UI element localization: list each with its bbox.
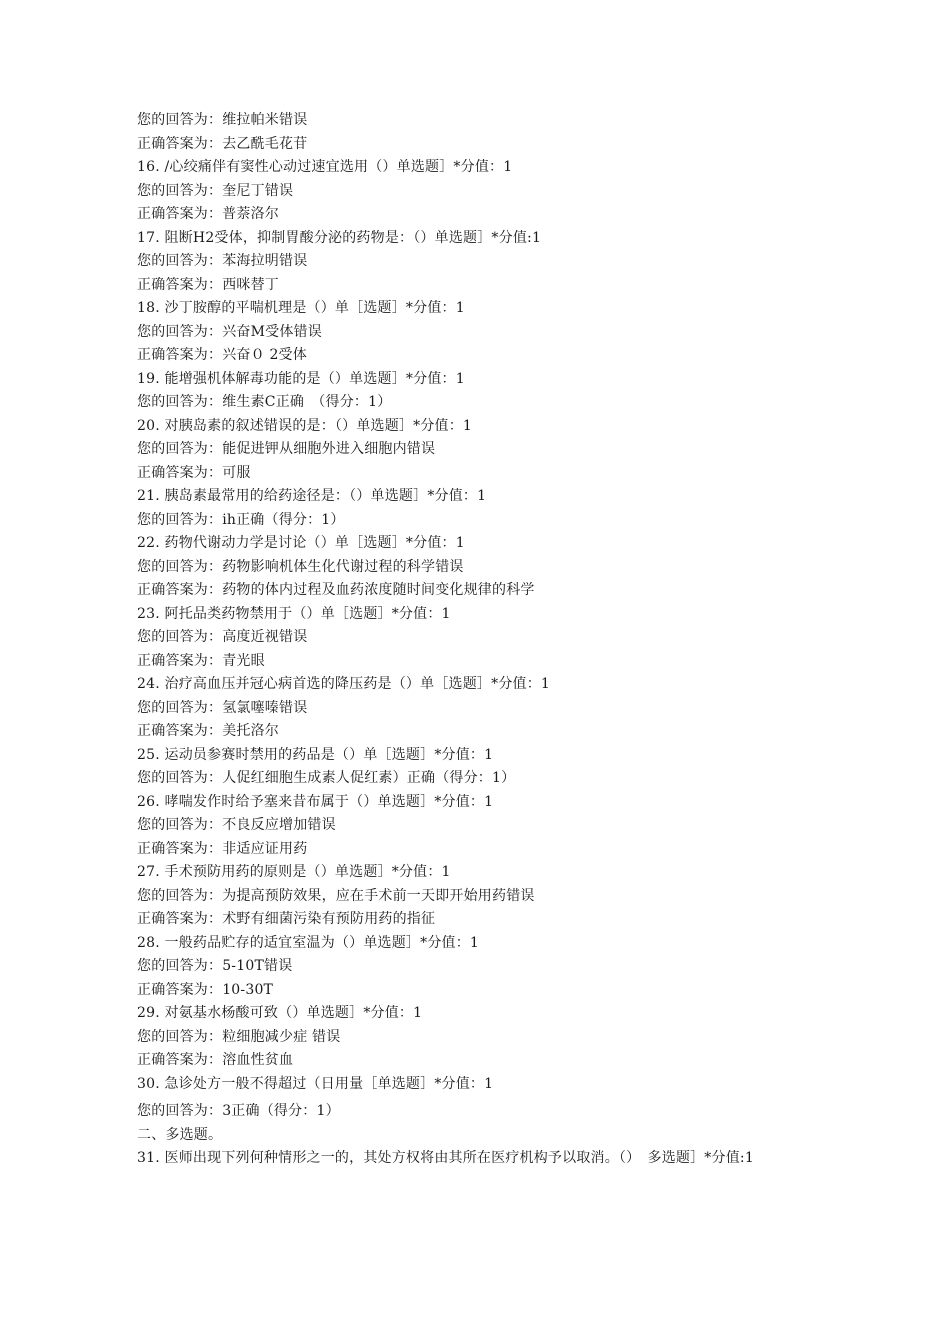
question-line: 27. 手术预防用药的原则是（）单选题］*分值：1 [137, 864, 451, 880]
text-line: 您的回答为：高度近视错误 [137, 629, 308, 645]
quiz-results-text [137, 109, 817, 1171]
text-line: 正确答案为：普萘洛尔 [137, 206, 279, 222]
text-line: 正确答案为：青光眼 [137, 652, 265, 669]
question-line: 31. 医师出现下列何种情形之一的，其处方权将由其所在医疗机构予以取消。（） 多选题］*分值:1 [137, 1150, 754, 1166]
text-line: 正确答案为：去乙酰毛花苷 [137, 135, 308, 152]
text-line: 正确答案为：药物的体内过程及血药浓度随时间变化规律的科学 [137, 582, 535, 598]
text-line: 您的回答为：粒细胞减少症 错误 [137, 1028, 341, 1045]
text-line: 您的回答为：3正确（得分：1） [137, 1103, 340, 1119]
question-line: 25. 运动员参赛时禁用的药品是（）单［选题］*分值：1 [137, 746, 494, 763]
text-line: 正确答案为：10-30T [137, 981, 274, 998]
question-line: 20. 对胰岛素的叙述错误的是：（）单选题］*分值：1 [137, 417, 473, 434]
question-line: 17. 阻断H2受体，抑制胃酸分泌的药物是：（）单选题］*分值:1 [137, 229, 542, 246]
text-line: 您的回答为：苯海拉明错误 [137, 253, 308, 269]
text-line: 您的回答为：维拉帕米错误 [137, 112, 308, 128]
question-line: 28. 一般药品贮存的适宜室温为（）单选题］*分值：1 [137, 934, 480, 951]
text-line: 正确答案为：可服 [137, 464, 251, 481]
question-line: 24. 治疗高血压并冠心病首选的降压药是（）单［选题］*分值：1 [137, 676, 551, 692]
text-line: 您的回答为：维生素C正确 （得分：1） [137, 394, 392, 410]
text-line: 您的回答为：5-10T错误 [137, 958, 293, 974]
section-heading: 二、多选题。 [137, 1126, 223, 1143]
question-line: 23. 阿托品类药物禁用于（）单［选题］*分值：1 [137, 605, 451, 622]
question-line: 26. 哮喘发作时给予塞来昔布属于（）单选题］*分值：1 [137, 793, 494, 810]
question-line: 22. 药物代谢动力学是讨论（）单［选题］*分值：1 [137, 535, 465, 551]
question-line: 16. /心绞痛伴有窦性心动过速宜选用（）单选题］*分值：1 [137, 159, 513, 175]
text-line: 您的回答为：药物影响机体生化代谢过程的科学错误 [137, 558, 464, 575]
text-line: 您的回答为：能促进钾从细胞外进入细胞内错误 [137, 441, 436, 457]
text-line: 正确答案为：非适应证用药 [137, 840, 308, 857]
text-line: 正确答案为：美托洛尔 [137, 723, 279, 739]
text-line: 您的回答为：人促红细胞生成素人促红素）正确（得分：1） [137, 770, 516, 786]
text-line: 您的回答为：ih正确（得分：1） [137, 511, 345, 528]
question-line: 21. 胰岛素最常用的给药途径是：（）单选题］*分值：1 [137, 488, 487, 504]
text-line: 正确答案为：西咪替丁 [137, 276, 279, 293]
text-line: 您的回答为：兴奋M受体错误 [137, 323, 322, 340]
question-line: 30. 急诊处方一般不得超过（日用量［单选题］*分值：1 [137, 1075, 494, 1092]
question-line: 18. 沙丁胺醇的平喘机理是（）单［选题］*分值：1 [137, 300, 465, 316]
text-line: 正确答案为：兴奋０ 2受体 [137, 347, 307, 363]
text-line: 正确答案为：溶血性贫血 [137, 1052, 294, 1068]
question-line: 29. 对氨基水杨酸可致（）单选题］*分值：1 [137, 1005, 423, 1021]
question-line: 19. 能增强机体解毒功能的是（）单选题］*分值：1 [137, 370, 465, 387]
text-line: 您的回答为：奎尼丁错误 [137, 182, 294, 199]
text-line: 您的回答为：不良反应增加错误 [137, 817, 336, 833]
text-line: 正确答案为：术野有细菌污染有预防用药的指征 [137, 911, 436, 927]
text-line: 您的回答为：为提高预防效果，应在手术前一天即开始用药错误 [137, 887, 535, 904]
text-line: 您的回答为：氢氯噻嗪错误 [137, 699, 308, 716]
